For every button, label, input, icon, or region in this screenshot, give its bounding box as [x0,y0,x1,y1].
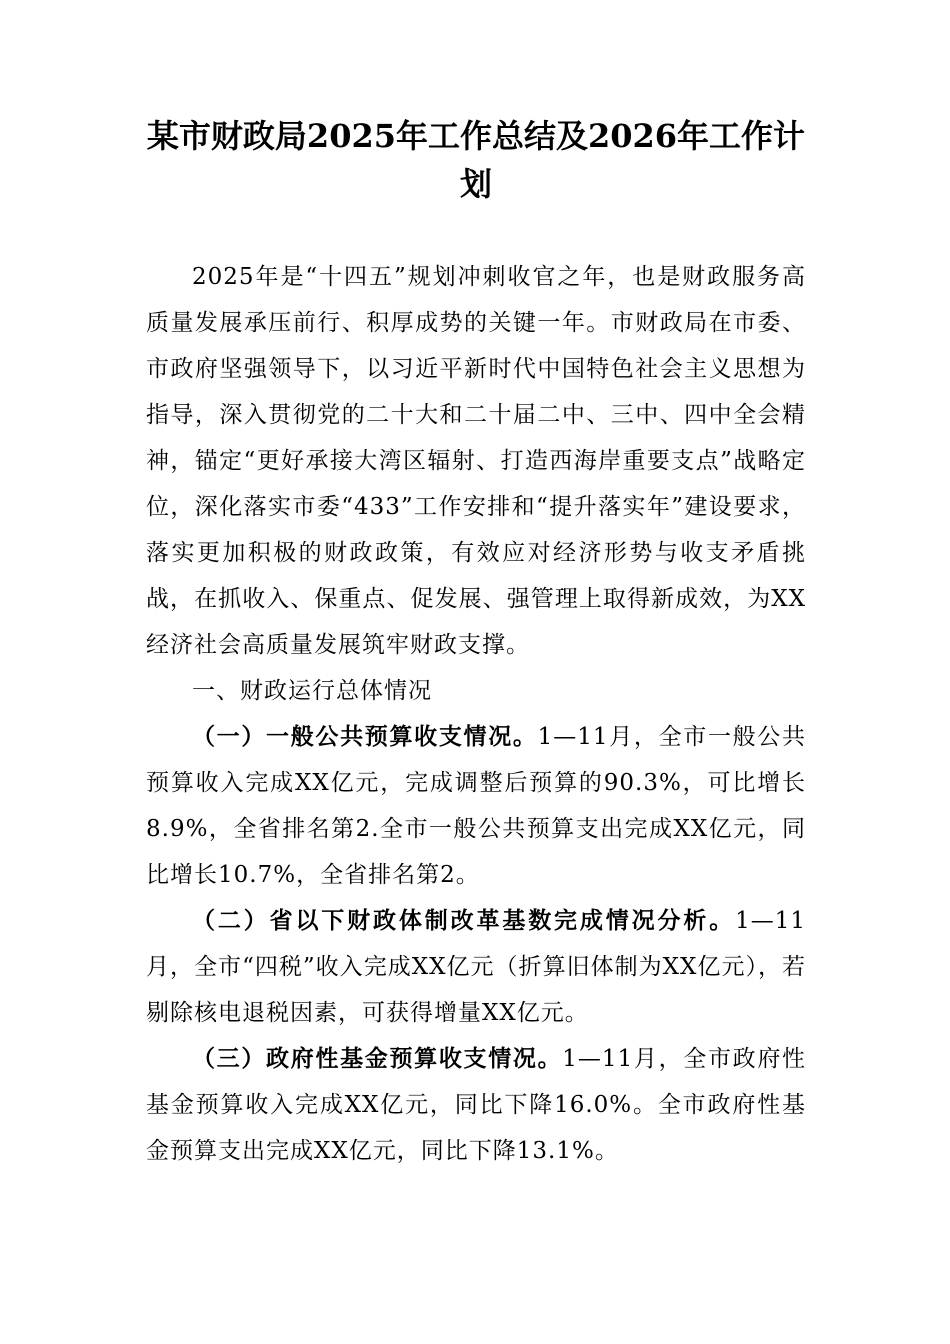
item-paragraph-1 [146,714,806,898]
item-paragraph-2 [146,898,806,1036]
document-title: 某市财政局2025年工作总结及2026年工作计划 [146,117,806,203]
intro-paragraph: 2025年是“十四五”规划冲刺收官之年，也是财政服务高质量发展承压前行、积厚成势的关键一年。市财政局在市委、市政府坚强领导下，以习近平新时代中国特色社会主义思想为指导，深入贯彻党的二十大和二十届二中、三中、四中全会精神，锚定“更好承接大湾区辐射、打造西海岸重要支点”战略定位，深化落实市委“433”工作安排和“提升落实年”建设要求，落实更加积极的财政政策，有效应对经济形势与收支矛盾挑战，在抓收入、保重点、促发展、强管理上取得新成效，为XX经济社会高质量发展筑牢财政支撑。 [146,264,806,658]
item-title-1: （一）一般公共预算收支情况。 [192,723,538,750]
item-body-3: 1—11月，全市政府性基金预算收入完成XX亿元，同比下降16.0%。全市政府性基金预算支出完成XX亿元，同比下降13.1%。 [146,1046,806,1164]
item-title-2: （二）省以下财政体制改革基数完成情况分析。 [192,907,736,934]
item-title-3: （三）政府性基金预算收支情况。 [192,1045,563,1072]
section-heading-1: 一、财政运行总体情况 [192,678,432,704]
document-page [146,112,806,1174]
item-paragraph-3 [146,1036,806,1174]
item-body-1: 1—11月，全市一般公共预算收入完成XX亿元，完成调整后预算的90.3%，可比增长8.9%，全省排名第2.全市一般公共预算支出完成XX亿元，同比增长10.7%，全省排名第2。 [146,724,806,888]
item-body-2: 1—11月，全市“四税”收入完成XX亿元（折算旧体制为XX亿元），若剔除核电退税因素，可获得增量XX亿元。 [146,908,806,1026]
